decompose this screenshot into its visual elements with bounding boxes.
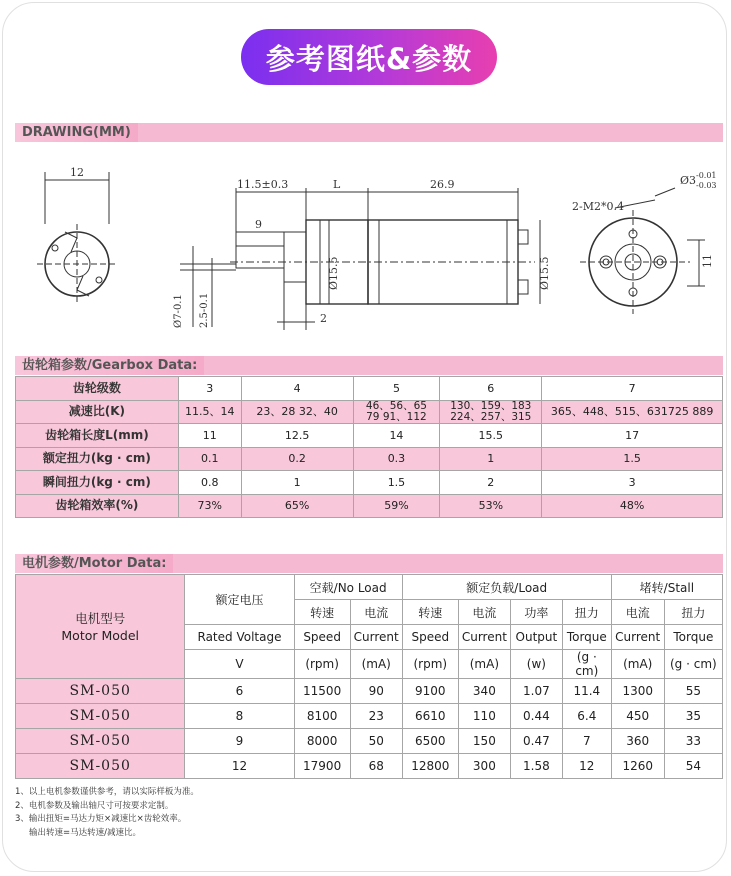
table-cell: 11.5、14 [178,400,241,424]
footnote: 输出转速=马达转速/减速比。 [29,827,141,838]
table-cell: 23、28 32、40 [241,400,353,424]
table-row [16,447,723,471]
table-cell: 6500 [402,729,458,754]
dim-d7: Ø7-0.1 [173,294,184,328]
table-cell: 360 [611,729,664,754]
table-row [16,377,723,401]
column-header: 电流 [350,600,402,625]
table-row [16,424,723,448]
table-cell: 0.44 [510,704,562,729]
table-cell: 12800 [402,754,458,779]
table-cell: 65% [241,494,353,518]
column-header: 电流 [458,600,510,625]
table-cell: 150 [458,729,510,754]
rated-voltage-unit: V [185,650,294,679]
column-header: 转速 [402,600,458,625]
unit-cell: (mA) [458,650,510,679]
column-header: 转速 [294,600,350,625]
unit-cell: (g · cm) [664,650,722,679]
model-header-cn: 电机型号 [75,610,126,626]
table-cell: 3 [542,471,723,495]
table-cell: 0.2 [241,447,353,471]
column-header: 扭力 [562,600,611,625]
table-cell: 54 [664,754,722,779]
column-header: Speed [402,625,458,650]
dim-L: L [333,178,341,191]
footnote: 2、电机参数及输出轴尺寸可按要求定制。 [15,800,174,811]
stall-header: 堵转/Stall [611,575,722,600]
table-cell: 8100 [294,704,350,729]
table-cell: 12 [562,754,611,779]
unit-cell: (rpm) [294,650,350,679]
motor-side-view [180,188,540,330]
motor-table [15,574,723,779]
table-cell: 35 [664,704,722,729]
table-cell: 12 [185,754,294,779]
table-cell: 0.1 [178,447,241,471]
table-row [16,575,723,600]
dim-m2: 2-M2*0.4 [572,200,624,213]
model-cell: SM-050 [16,754,185,779]
table-cell: 53% [440,494,542,518]
table-cell: 1300 [611,679,664,704]
column-header: Current [458,625,510,650]
table-cell: 3 [178,377,241,401]
table-cell: 1 [440,447,542,471]
table-cell: 17900 [294,754,350,779]
table-cell: 11.4 [562,679,611,704]
table-cell: 50 [350,729,402,754]
no-load-header: 空载/No Load [294,575,402,600]
table-cell: 7 [562,729,611,754]
table-cell: 55 [664,679,722,704]
table-cell: 2 [440,471,542,495]
table-cell: 23 [350,704,402,729]
column-header: Torque [562,625,611,650]
gearbox-section-label: 齿轮箱参数/Gearbox Data: [15,356,204,375]
table-cell: 300 [458,754,510,779]
table-cell: 5 [353,377,440,401]
row-label: 齿轮箱长度L(mm) [16,424,179,448]
rated-load-header: 额定负载/Load [402,575,611,600]
drawing-section-bar [15,123,723,142]
drawing-section-label: DRAWING(MM) [15,123,138,142]
dim-d15-5-b: Ø15.5 [538,256,551,290]
table-row [16,729,723,754]
column-header: Current [350,625,402,650]
table-cell: 4 [241,377,353,401]
dim-2-5: 2.5-0.1 [199,292,210,328]
model-cell: SM-050 [16,704,185,729]
footnote: 3、输出扭矩=马达力矩×减速比×齿轮效率。 [15,814,187,824]
dim-d3: Ø3 [680,174,697,187]
table-cell: 33 [664,729,722,754]
table-row [16,754,723,779]
model-header-en: Motor Model [61,627,140,643]
unit-cell: (rpm) [402,650,458,679]
table-row [16,704,723,729]
table-cell: 1.5 [353,471,440,495]
table-cell: 6 [185,679,294,704]
table-cell: 11500 [294,679,350,704]
row-label: 额定扭力(kg · cm) [16,447,179,471]
table-cell: 1.58 [510,754,562,779]
table-cell: 110 [458,704,510,729]
dim-11: 11 [701,254,714,268]
table-cell: 68 [350,754,402,779]
dim-11-5: 11.5±0.3 [237,178,289,191]
row-label: 瞬间扭力(kg · cm) [16,471,179,495]
dim-d15-5-a: Ø15.5 [327,256,340,290]
table-cell: 17 [542,424,723,448]
table-cell: 0.47 [510,729,562,754]
table-cell: 9 [185,729,294,754]
table-cell: 15.5 [440,424,542,448]
rated-voltage-cn: 额定电压 [185,575,294,625]
table-cell: 450 [611,704,664,729]
row-label: 减速比(K) [16,400,179,424]
motor-section-bar [15,554,723,573]
table-cell: 1 [241,471,353,495]
model-cell: SM-050 [16,679,185,704]
table-cell: 90 [350,679,402,704]
table-cell: 130、159、183 224、257、315 [440,400,542,424]
column-header: Torque [664,625,722,650]
dim-d3-tol-top: -0.01 [696,171,717,180]
table-cell: 46、56、65 79 91、112 [353,400,440,424]
table-cell: 6610 [402,704,458,729]
table-cell: 7 [542,377,723,401]
gearbox-table [15,376,723,518]
page-title-banner [241,29,497,85]
dim-9: 9 [255,218,262,231]
table-cell: 0.8 [178,471,241,495]
unit-cell: (g · cm) [562,650,611,679]
table-cell: 0.3 [353,447,440,471]
column-header: 功率 [510,600,562,625]
model-header [16,575,185,679]
footnote: 1、以上电机参数谨供参考，请以实际样板为准。 [15,787,199,797]
table-cell: 8 [185,704,294,729]
column-header: Current [611,625,664,650]
footnotes [15,786,199,840]
table-cell: 9100 [402,679,458,704]
table-cell: 73% [178,494,241,518]
unit-cell: (w) [510,650,562,679]
table-cell: 1.07 [510,679,562,704]
table-row [16,494,723,518]
dim-26-9: 26.9 [430,178,455,191]
row-label: 齿轮箱效率(%) [16,494,179,518]
dim-d3-tol-bot: -0.03 [696,181,717,190]
table-row [16,679,723,704]
table-cell: 14 [353,424,440,448]
table-row [16,471,723,495]
table-cell: 11 [178,424,241,448]
table-cell: 1.5 [542,447,723,471]
table-cell: 365、448、515、631725 889 [542,400,723,424]
table-cell: 59% [353,494,440,518]
gearbox-section-bar [15,356,723,375]
column-header: 电流 [611,600,664,625]
dim-2: 2 [320,312,327,325]
column-header: Output [510,625,562,650]
table-cell: 1260 [611,754,664,779]
rated-voltage-en: Rated Voltage [185,625,294,650]
table-cell: 12.5 [241,424,353,448]
dim-12: 12 [70,166,84,179]
model-cell: SM-050 [16,729,185,754]
table-cell: 6.4 [562,704,611,729]
column-header: Speed [294,625,350,650]
unit-cell: (mA) [611,650,664,679]
table-cell: 48% [542,494,723,518]
table-cell: 340 [458,679,510,704]
table-cell: 6 [440,377,542,401]
motor-section-label: 电机参数/Motor Data: [15,554,173,573]
column-header: 扭力 [664,600,722,625]
unit-cell: (mA) [350,650,402,679]
technical-drawing [15,152,723,352]
gearbox-front-view [37,172,117,304]
table-cell: 8000 [294,729,350,754]
page-title: 参考图纸&参数 [265,41,473,76]
table-row [16,400,723,424]
row-label: 齿轮级数 [16,377,179,401]
